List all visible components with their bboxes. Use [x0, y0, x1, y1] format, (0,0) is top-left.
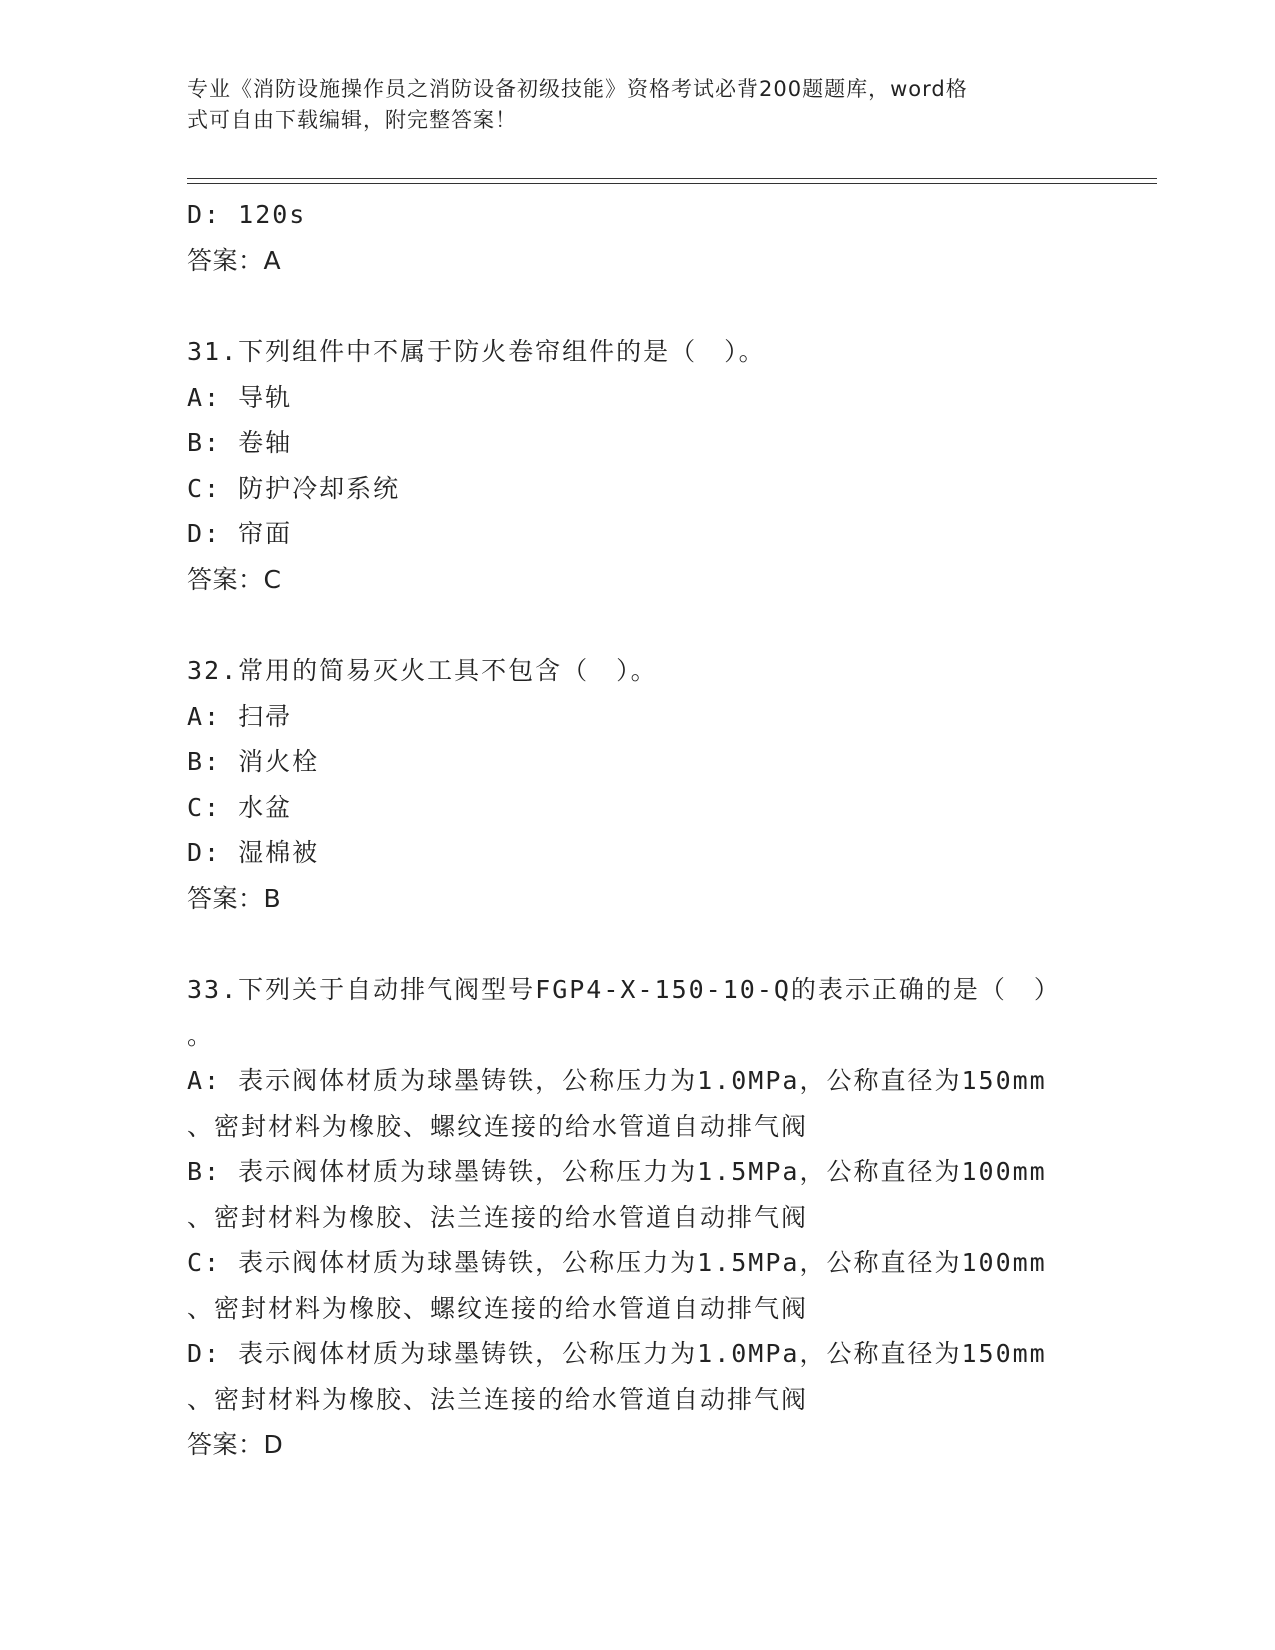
- q32-option-c: C: 水盆: [187, 792, 293, 822]
- q33-option-c-line-1: C: 表示阀体材质为球墨铸铁，公称压力为1.5MPa，公称直径为100mm: [187, 1248, 1047, 1277]
- question-content: [187, 192, 1087, 1468]
- spacer: [187, 283, 1087, 329]
- q32-answer: 答案：B: [187, 883, 282, 913]
- q31-option-b: B: 卷轴: [187, 428, 293, 457]
- q32-option-d: D: 湿棉被: [187, 838, 320, 867]
- q33-option-b-line-2: 、密封材料为橡胶、法兰连接的给水管道自动排气阀: [187, 1202, 809, 1232]
- q33-option-d-line-2: 、密封材料为橡胶、法兰连接的给水管道自动排气阀: [187, 1384, 809, 1414]
- q33-option-a-line-1: A: 表示阀体材质为球墨铸铁，公称压力为1.0MPa，公称直径为150mm: [187, 1066, 1047, 1095]
- header-line-2: 式可自由下载编辑，附完整答案！: [187, 108, 517, 132]
- q31-option-a: A: 导轨: [187, 382, 293, 412]
- header-divider-bottom: [187, 183, 1157, 184]
- q31-stem: 31.下列组件中不属于防火卷帘组件的是（ ）。: [187, 337, 766, 366]
- document-header: [187, 74, 1067, 136]
- q33-stem-line-1: 33.下列关于自动排气阀型号FGP4-X-150-10-Q的表示正确的是（ ）: [187, 975, 1061, 1004]
- q33-option-a-line-2: 、密封材料为橡胶、螺纹连接的给水管道自动排气阀: [187, 1111, 809, 1141]
- q33-option-d-line-1: D: 表示阀体材质为球墨铸铁，公称压力为1.0MPa，公称直径为150mm: [187, 1339, 1047, 1368]
- q32-option-a: A: 扫帚: [187, 701, 293, 731]
- q32-stem: 32.常用的简易灭火工具不包含（ ）。: [187, 656, 658, 685]
- prev-option-d: D: 120s: [187, 200, 307, 229]
- q31-option-c: C: 防护冷却系统: [187, 473, 401, 503]
- q33-option-c-line-2: 、密封材料为橡胶、螺纹连接的给水管道自动排气阀: [187, 1293, 809, 1323]
- spacer: [187, 921, 1087, 967]
- prev-answer: 答案：A: [187, 245, 282, 275]
- q33-option-b-line-1: B: 表示阀体材质为球墨铸铁，公称压力为1.5MPa，公称直径为100mm: [187, 1157, 1047, 1186]
- q31-option-d: D: 帘面: [187, 519, 293, 548]
- q32-option-b: B: 消火栓: [187, 747, 320, 776]
- header-divider-top: [187, 178, 1157, 179]
- q31-answer: 答案：C: [187, 564, 282, 594]
- q33-stem-line-2: 。: [187, 1020, 215, 1050]
- header-line-1: 专业《消防设施操作员之消防设备初级技能》资格考试必背200题题库，word格: [187, 77, 968, 101]
- q33-answer: 答案：D: [187, 1430, 284, 1459]
- spacer: [187, 602, 1087, 648]
